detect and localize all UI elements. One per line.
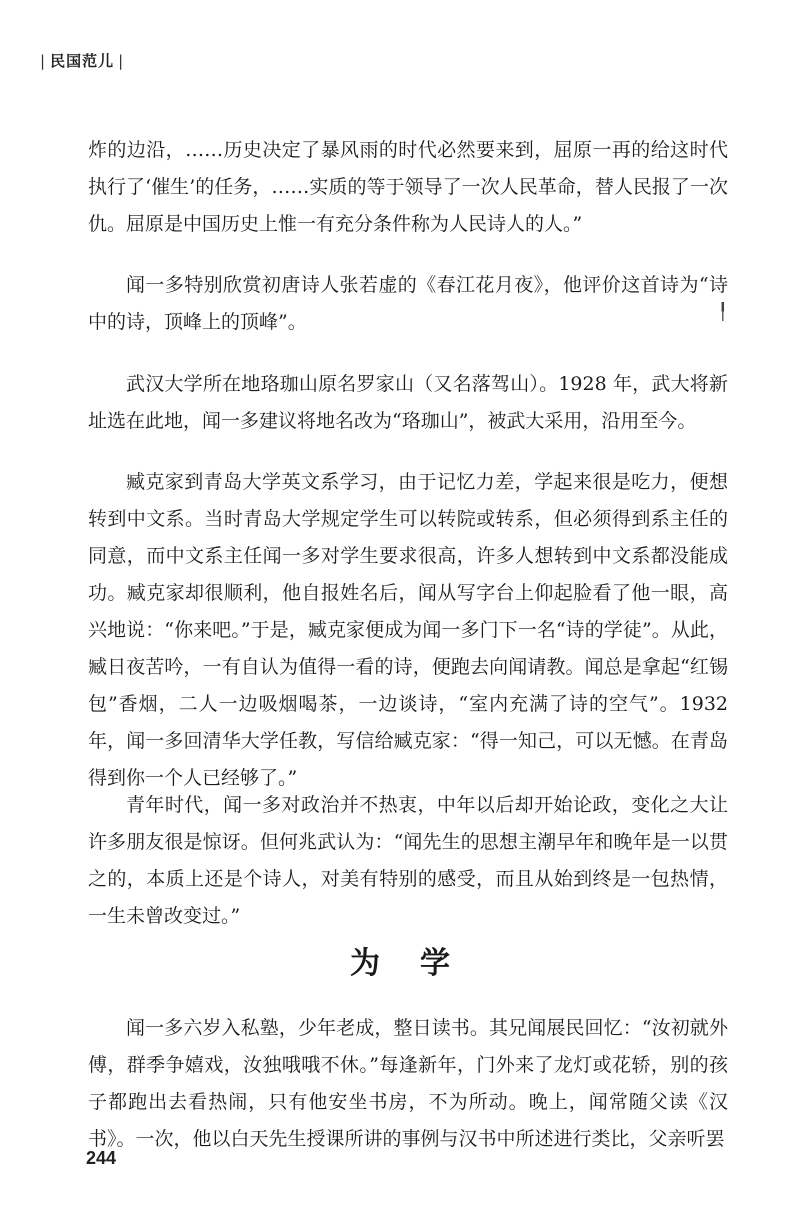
margin-mark: ╿ — [718, 302, 728, 321]
paragraph-6: 闻一多六岁入私塾，少年老成，整日读书。其兄闻展民回忆：“汝初就外傅，群季争嬉戏，汝独哦哦不休。”每逢新年，门外来了龙灯或花轿，别的孩子都跑出去看热闹，只有他安坐书房，不为所动。晚上，闻常随父读《汉书》。一次，他以白天先生授课所讲的事例与汉书中所述进行类比，父亲听罢 — [88, 1017, 728, 1150]
running-head — [36, 50, 128, 71]
running-head-bar-left: | — [40, 52, 47, 70]
page-number: 244 — [86, 1148, 117, 1168]
paragraph-3: 武汉大学所在地珞珈山原名罗家山（又名落驾山）。1928 年，武大将新址选在此地，闻一多建议将地名改为“珞珈山”，被武大采用，沿用至今。 — [88, 373, 728, 432]
paragraph-2: 闻一多特别欣赏初唐诗人张若虚的《春江花月夜》，他评价这首诗为“诗中的诗，顶峰上的顶峰”。 — [88, 274, 728, 333]
paragraph-1: 炸的边沿，……历史决定了暴风雨的时代必然要来到，屈原一再的给这时代执行了‘催生’的任务，……实质的等于领导了一次人民革命，替人民报了一次仇。屈原是中国历史上惟一有充分条件称为人民诗人的人。” — [88, 139, 728, 235]
paragraph-5: 青年时代，闻一多对政治并不热衷，中年以后却开始论政，变化之大让许多朋友很是惊讶。但何兆武认为：“闻先生的思想主潮早年和晚年是一以贯之的，本质上还是个诗人，对美有特别的感受，而且从始到终是一包热情，一生未曾改变过。” — [88, 794, 728, 927]
running-head-title: 民国范儿 — [50, 52, 115, 70]
section-heading: 为学 — [350, 946, 490, 981]
paragraph-4: 臧克家到青岛大学英文系学习，由于记忆力差，学起来很是吃力，便想转到中文系。当时青岛大学规定学生可以转院或转系，但必须得到系主任的同意，而中文系主任闻一多对学生要求很高，许多人想转到中文系都没能成功。臧克家却很顺利，他自报姓名后，闻从写字台上仰起脸看了他一眼，高兴地说：“你来吧。”于是，臧克家便成为闻一多门下一名“诗的学徒”。从此，臧日夜苦吟，一有自认为值得一看的诗，便跑去向闻请教。闻总是拿起“红锡包”香烟，二人一边吸烟喝茶，一边谈诗，“室内充满了诗的空气”。1932 年，闻一多回清华大学任教，写信给臧克家：“得一知己，可以无憾。在青岛得到你一个人已经够了。” — [88, 471, 728, 789]
running-head-bar-right: | — [118, 52, 125, 70]
